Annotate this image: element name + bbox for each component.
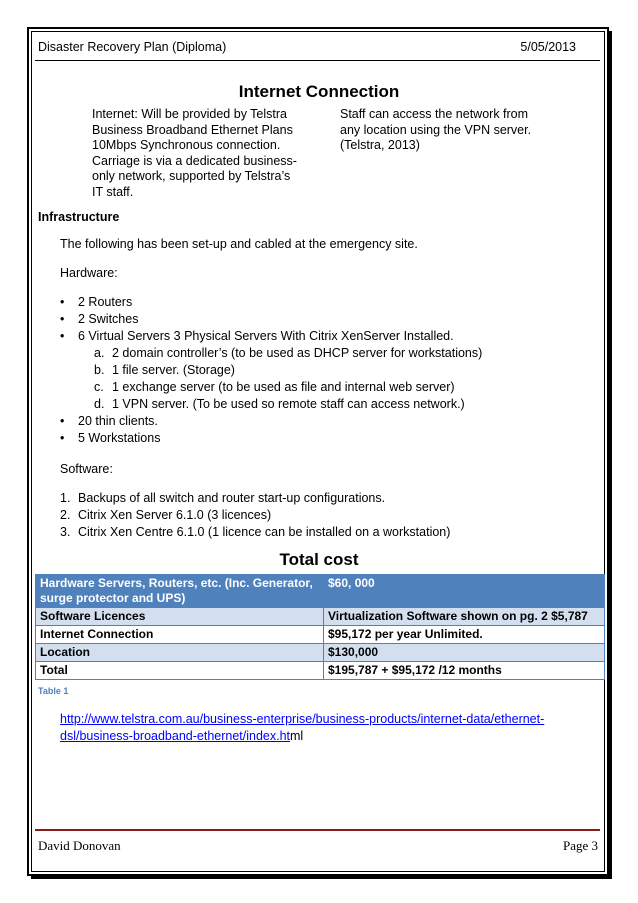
page-border-shadow-right bbox=[609, 31, 612, 879]
table-row bbox=[36, 575, 605, 608]
cost-item-cell: Location bbox=[36, 644, 324, 662]
footer-page-number: Page 3 bbox=[562, 838, 598, 853]
cost-item-cell: Internet Connection bbox=[36, 626, 324, 644]
bullet-icon: • bbox=[60, 329, 65, 343]
sub-list-letter: b. bbox=[94, 363, 105, 377]
text-line: IT staff. bbox=[92, 184, 134, 199]
table-row bbox=[36, 662, 605, 680]
sub-list-text: 1 exchange server (to be used as file and internal web server) bbox=[112, 380, 455, 394]
text-line: Staff can access the network from bbox=[340, 107, 529, 121]
text-line: 10Mbps Synchronous connection. bbox=[92, 138, 281, 152]
cost-value-cell: Virtualization Software shown on pg. 2 $5,787 bbox=[324, 608, 605, 626]
sub-list-text: 1 file server. (Storage) bbox=[112, 363, 235, 377]
list-item-text: Backups of all switch and router start-up configurations. bbox=[78, 491, 386, 505]
sub-list-text: 1 VPN server. (To be used so remote staff can access network.) bbox=[112, 397, 465, 411]
software-list-item bbox=[60, 490, 450, 507]
software-list-item bbox=[60, 507, 450, 524]
sub-list-letter: d. bbox=[94, 397, 105, 411]
cost-item-cell: Hardware Servers, Routers, etc. (Inc. Generator, surge protector and UPS) bbox=[36, 575, 324, 608]
server-sub-list bbox=[60, 345, 482, 413]
list-item-text: Citrix Xen Server 6.1.0 (3 licences) bbox=[78, 508, 272, 522]
internet-column-left bbox=[92, 107, 310, 200]
list-number: 1. bbox=[60, 491, 71, 505]
sub-list-text: 2 domain controller’s (to be used as DHCP server for workstations) bbox=[112, 346, 483, 360]
list-number: 3. bbox=[60, 525, 71, 539]
header-title: Disaster Recovery Plan (Diploma) bbox=[38, 40, 227, 54]
text-line: (Telstra, 2013) bbox=[340, 138, 420, 152]
list-item bbox=[60, 294, 482, 311]
header-date: 5/05/2013 bbox=[520, 40, 576, 54]
text-line: Business Broadband Ethernet Plans bbox=[92, 122, 293, 137]
sub-list-item bbox=[60, 362, 482, 379]
infrastructure-heading: Infrastructure bbox=[38, 210, 120, 224]
software-label: Software: bbox=[60, 462, 113, 476]
sub-list-item bbox=[60, 396, 482, 413]
table-caption: Table 1 bbox=[38, 686, 69, 696]
sub-list-letter: c. bbox=[94, 380, 104, 394]
reference-link-block bbox=[60, 711, 600, 745]
hardware-label: Hardware: bbox=[60, 266, 118, 280]
cost-value-cell: $95,172 per year Unlimited. bbox=[324, 626, 605, 644]
list-item-text: Citrix Xen Centre 6.1.0 (1 licence can be installed on a workstation) bbox=[78, 525, 451, 539]
list-item bbox=[60, 345, 482, 413]
sub-list-item bbox=[60, 345, 482, 362]
bullet-icon: • bbox=[60, 295, 65, 309]
list-item bbox=[60, 430, 482, 447]
telstra-reference-link[interactable]: http://www.telstra.com.au/business-enterprise/business-products/internet-data/ethernet-dsl/business-broadband-ethernet/index.ht bbox=[60, 712, 545, 743]
text-line: only network, supported by Telstra’s bbox=[92, 169, 291, 183]
sub-list-item bbox=[60, 379, 482, 396]
internet-column-right bbox=[340, 107, 560, 154]
list-item-text: 6 Virtual Servers 3 Physical Servers With Citrix XenServer Installed. bbox=[78, 329, 454, 343]
sub-list-letter: a. bbox=[94, 346, 105, 360]
list-number: 2. bbox=[60, 508, 71, 522]
infrastructure-intro: The following has been set-up and cabled at the emergency site. bbox=[60, 237, 418, 251]
reference-link-tail: ml bbox=[290, 729, 304, 743]
cost-item-cell: Total bbox=[36, 662, 324, 680]
list-item-text: 20 thin clients. bbox=[78, 414, 158, 428]
list-item bbox=[60, 328, 482, 345]
bullet-icon: • bbox=[60, 431, 65, 445]
header-rule bbox=[35, 60, 600, 61]
text-line: any location using the VPN server. bbox=[340, 122, 532, 137]
total-cost-table bbox=[35, 574, 605, 680]
text-line: Internet: Will be provided by Telstra bbox=[92, 107, 288, 121]
list-item bbox=[60, 413, 482, 430]
page-border-shadow-bottom bbox=[31, 876, 612, 879]
cost-value-cell: $130,000 bbox=[324, 644, 605, 662]
cost-value-cell: $195,787 + $95,172 /12 months bbox=[324, 662, 605, 680]
table-row bbox=[36, 608, 605, 626]
software-list bbox=[60, 490, 450, 541]
cost-item-cell: Software Licences bbox=[36, 608, 324, 626]
footer-rule bbox=[35, 829, 600, 831]
software-list-item bbox=[60, 524, 450, 541]
footer-author: David Donovan bbox=[38, 838, 121, 853]
list-item bbox=[60, 311, 482, 328]
bullet-icon: • bbox=[60, 414, 65, 428]
internet-connection-heading: Internet Connection bbox=[238, 82, 400, 101]
cost-value-cell: $60, 000 bbox=[324, 575, 605, 608]
list-item-text: 2 Routers bbox=[78, 295, 133, 309]
list-item-text: 5 Workstations bbox=[78, 431, 161, 445]
table-row bbox=[36, 644, 605, 662]
list-item-text: 2 Switches bbox=[78, 312, 139, 326]
hardware-list bbox=[60, 294, 482, 447]
total-cost-heading: Total cost bbox=[279, 550, 359, 569]
bullet-icon: • bbox=[60, 312, 65, 326]
text-line: Carriage is via a dedicated business- bbox=[92, 153, 297, 168]
table-row bbox=[36, 626, 605, 644]
